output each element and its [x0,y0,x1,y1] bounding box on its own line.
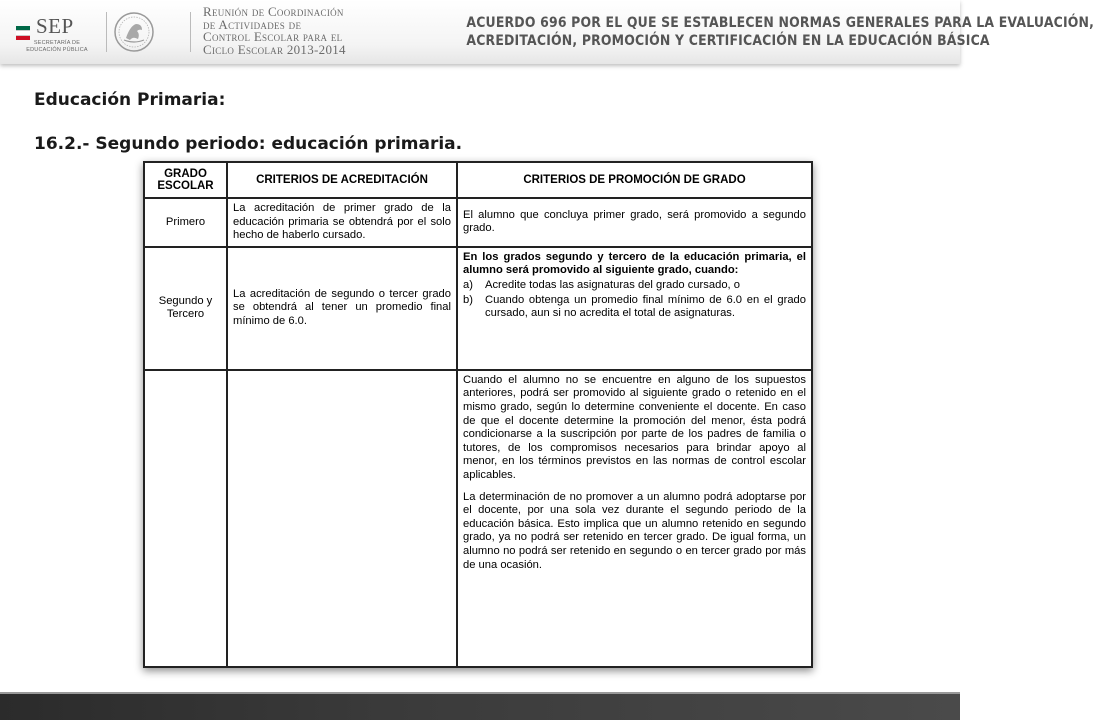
list-item-text: Cuando obtenga un promedio final mínimo de 6.0 en el grado cursado, aun si no acredita el total de asignaturas. [485,293,806,320]
sep-logo [10,10,105,54]
acuerdo-title-line: ACUERDO 696 POR EL QUE SE ESTABLECEN NORMAS GENERALES PARA LA EVALUACIÓN, [466,15,1094,31]
acuerdo-title [466,14,1094,50]
promotion-cell [457,370,812,667]
header-divider [106,12,107,52]
footer-band [0,694,960,720]
promotion-cell [457,247,812,370]
header-band [0,0,1094,64]
meeting-title-line: Ciclo Escolar 2013-2014 [203,41,346,57]
list-item-label: a) [463,278,473,291]
sep-logo-text: SEP [36,14,74,38]
list-item-text: Acredite todas las asignaturas del grado cursado, o [485,278,740,291]
sep-subtitle-line: SECRETARÍA DE [33,40,81,46]
sep-logo-subtitle [12,40,102,54]
meeting-title-line: Control Escolar para el [203,29,343,44]
header-accreditation: CRITERIOS DE ACREDITACIÓN [227,162,457,198]
accreditation-cell: La acreditación de segundo o tercer grado se obtendrá al tener un promedio final mínimo de 6.0. [227,247,457,370]
criteria-table-image [143,161,813,668]
table-row [144,247,812,370]
table-header-row [144,162,812,198]
header-promotion: CRITERIOS DE PROMOCIÓN DE GRADO [457,162,812,198]
accreditation-cell [227,370,457,667]
national-seal-icon [112,10,156,54]
list-item-label: b) [463,293,473,306]
section-title: Educación Primaria: [34,90,226,110]
meeting-title [203,6,373,56]
grade-cell: Primero [144,198,227,247]
promotion-paragraph: La determinación de no promover a un alumno podrá adoptarse por el docente, por una sola vez durante el segundo periodo de la educación básica. Esto implica que un alumno retenido en segundo grado, ya no podrá ser retenido en tercer grado. De igual forma, un alumno no podrá ser retenido en segundo o en tercer grado por más de una ocasión. [463,490,806,571]
grade-cell [144,370,227,667]
table-row [144,370,812,667]
table-row [144,198,812,247]
meeting-title-line: de Actividades de [203,16,302,32]
list-item [463,279,806,293]
header-grade: GRADO ESCOLAR [144,162,227,198]
promotion-paragraph: Cuando el alumno no se encuentre en alguno de los supuestos anteriores, podrá ser promovido al siguiente grado o retenido en el mismo grado, según lo determine conveniente el docente. En caso de que el docente determine la promoción del menor, ésta podrá condicionarse a la suscripción por parte de los padres de familia o tutores, de los compromisos necesarios para brindar apoyo al menor, en los términos previstos en las normas de control escolar aplicables. [463,373,806,481]
flag-stripes-icon [16,26,30,38]
subsection-title: 16.2.- Segundo periodo: educación primaria. [34,134,463,154]
acuerdo-title-line: ACREDITACIÓN, PROMOCIÓN Y CERTIFICACIÓN EN LA EDUCACIÓN BÁSICA [466,33,990,49]
grade-cell: Segundo y Tercero [144,247,227,370]
accreditation-cell: La acreditación de primer grado de la educación primaria se obtendrá por el solo hecho de haberlo cursado. [227,198,457,247]
header-divider [190,12,191,52]
promotion-cell: El alumno que concluya primer grado, será promovido a segundo grado. [457,198,812,247]
criteria-table [143,161,813,668]
promotion-intro: En los grados segundo y tercero de la educación primaria, el alumno será promovido al siguiente grado, cuando: [463,250,806,277]
list-item [463,294,806,321]
meeting-title-line: Reunión de Coordinación [203,4,344,19]
sep-subtitle-line: EDUCACIÓN PÚBLICA [26,47,88,53]
